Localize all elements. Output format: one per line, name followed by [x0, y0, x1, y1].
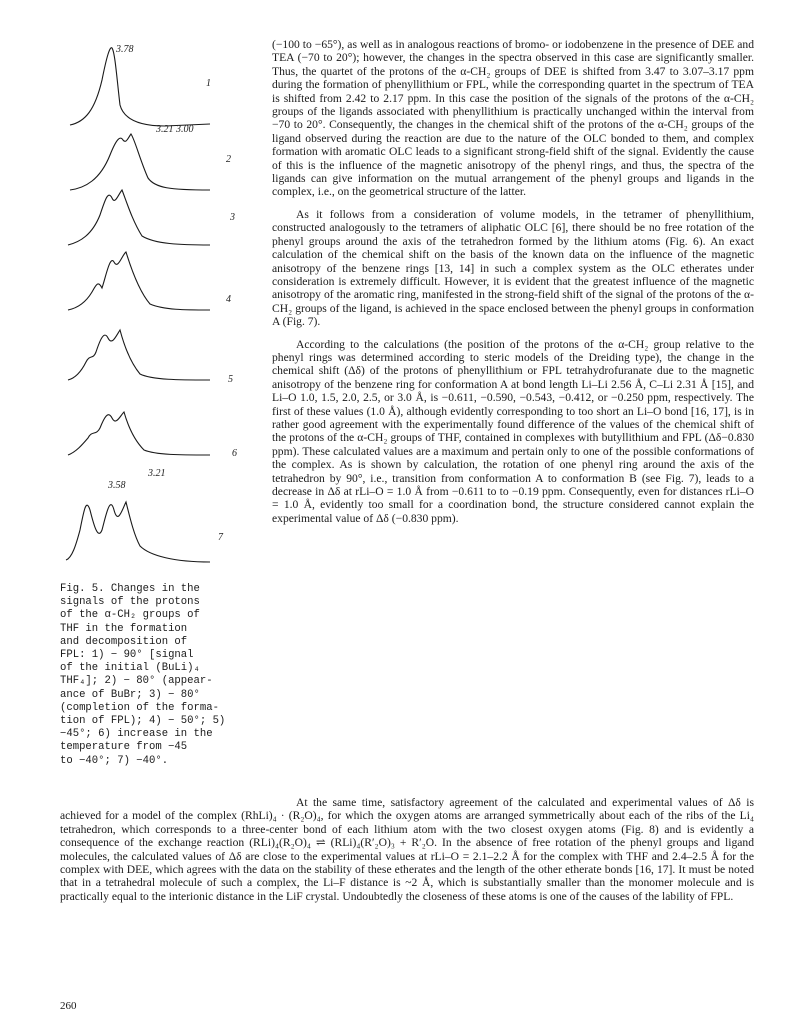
caption-line: −45°; 6) increase in the	[60, 728, 213, 741]
caption-line: (completion of the forma-	[60, 701, 219, 714]
figure-caption	[60, 583, 260, 768]
nmr-trace-3	[68, 190, 210, 245]
nmr-trace-6	[68, 412, 210, 455]
nmr-trace-5	[68, 330, 210, 380]
peak-label: 3.78	[116, 44, 134, 55]
peak-label: 3.00	[176, 124, 194, 135]
caption-line: temperature from −45	[60, 741, 188, 754]
page-number: 260	[60, 1000, 77, 1012]
peak-label: 3.21	[148, 468, 166, 479]
peak-label: 3.58	[108, 480, 126, 491]
caption-line: to −40°; 7) −40°.	[60, 754, 169, 767]
nmr-trace-4	[68, 252, 210, 310]
curve-number: 3	[230, 212, 235, 223]
caption-line: ance of BuBr; 3) − 80°	[60, 688, 200, 701]
peak-label: 3.21	[156, 124, 174, 135]
caption-line: and decomposition of	[60, 635, 188, 648]
full-width-text	[60, 796, 754, 903]
caption-line: Fig. 5. Changes in the	[60, 583, 200, 595]
nmr-trace-1	[70, 48, 210, 126]
body-paragraph: As it follows from a consideration of volume models, in the tetramer of phenyllithium, constructed analogously to the tetramers of aliphatic OLC [6], there should be no free rotation of the phenyl groups around the axis of the tetrahedron formed by the lithium atoms (Fig. 6). An exact calculation of the chemical shift on the basis of the known data on the influence of the magnetic anisotropy of the benzene rings [13, 14] in such a complex system as the OLC etherates under consideration is extremely difficult. However, it is evident that the greatest influence of the magnetic anisotropy of the aromatic ring, manifested in the strong-field shift of the signal of the protons of the α-CH₂ groups of the ligand, is achieved in the space enclosed between the phenyl groups in conformation A (Fig. 7).	[272, 207, 754, 329]
right-column-text	[272, 38, 754, 525]
nmr-trace-7	[66, 502, 210, 562]
body-paragraph: At the same time, satisfactory agreement of the calculated and experimental values of Δδ is achieved for a model of the complex (RhLi)₄ · (R₂O)₄, for which the oxygen atoms are arranged symmetrically about each of the ribs of the Li₄ tetrahedron, which corresponds to a three-center bond of each lithium atom with the two closest oxygen atoms (Fig. 8) and is evidently a consequence of the exchange reaction (RLi)₄(R₂O)₄ ⇌ (RLi)₄(R′₂O)₃ + R′₂O. In the absence of free rotation of the phenyl groups and ligand molecules, the calculated values of Δδ are close to the experimental values at rLi–O = 2.1–2.2 Å for the complex with THF and 2.4–2.5 Å for the complex with DEE, which agrees with the data on the stability of these etherates and the length of the other etherate bonds [16, 17]. It must be noted that in a tetrahedral molecule of such a complex, the Li–F distance is ~2 Å, which is substantially smaller than the monomer molecule and is practically equal to the interionic distance in the LiF crystal. Undoubtedly the closeness of these atoms is one of the causes of the lability of FPL.	[60, 796, 754, 903]
curve-number: 7	[218, 532, 223, 543]
curve-number: 1	[206, 78, 211, 89]
caption-line: of the α-CH₂ groups of	[60, 609, 200, 622]
nmr-spectra-figure	[60, 40, 260, 600]
body-paragraph: (−100 to −65°), as well as in analogous reactions of bromo- or iodobenzene in the presence of DEE and TEA (−70 to 20°); however, the changes in the spectra observed in this case are significantly smaller. Thus, the quartet of the protons of the α-CH₂ groups of DEE is shifted from 3.47 to 3.07–3.17 ppm during the formation of phenyllithium or FPL, while the corresponding quartet in the spectrum of TEA is shifted from 2.42 to 2.17 ppm. In this case the position of the signals of the protons of the α-CH₂ groups of the ligands associated with phenyllithium is practically unchanged within the interval from −70 to 20°. Consequently, the changes in the chemical shift of the protons of the α-CH₂ groups of the ligand observed during the reaction are due to the nature of the OLC bonded to them, and complex formation with aromatic OLC leads to a significant strong-field shift of the signal. Evidently the cause of this is the influence of the magnetic anisotropy of the phenyl rings, and thus, the spectra of the ligands can give information on the mutual arrangement of the phenyl groups and ligands in the complex, i.e., on the geometrical structure of the latter.	[272, 38, 754, 199]
curve-number: 4	[226, 294, 231, 305]
caption-line: THF in the formation	[60, 622, 188, 635]
caption-line: of the initial (BuLi)₄	[60, 662, 200, 675]
curve-number: 6	[232, 448, 237, 459]
curve-number: 2	[226, 154, 231, 165]
curve-number: 5	[228, 374, 233, 385]
body-paragraph: According to the calculations (the position of the protons of the α-CH₂ group relative to the phenyl rings was determined according to steric models of the Dreiding type), the change in the chemical shift (Δδ) of the protons of phenyllithium or FPL tetrahydrofuranate due to the magnetic anisotropy of the benzene ring for conformation A at bond length Li–Li 2.56 Å, C–Li 2.31 Å [15], and Li–O 1.0, 1.5, 2.0, 2.5, or 3.0 Å, is −0.611, −0.590, −0.543, −0.412, or −0.250 ppm, respectively. The first of these values (1.0 Å), although evidently corresponding to too short an Li–O bond [16, 17], is in rather good agreement with the experimentally found difference of the values of the chemical shift of the protons of the α-CH₂ groups of THF, contained in complexes with butyllithium and FPL (Δδ−0.830 ppm). These calculated values are a maximum and pertain only to one of the possible conformations of the complex. As is shown by calculation, the rotation of one phenyl ring around the axis of the tetrahedron by 90°, i.e., transition from conformation A to conformation B (see Fig. 7), leads to a decrease in Δδ at rLi–O = 1.0 Å from −0.611 to to −0.19 ppm. Consequently, even for distances rLi–O = 1.0 Å, evidently too small for a coordination bond, the structure considered cannot explain the experimental value of Δδ (−0.830 ppm).	[272, 337, 754, 525]
caption-line: THF₄]; 2) − 80° (appear-	[60, 675, 213, 688]
caption-line: tion of FPL); 4) − 50°; 5)	[60, 715, 226, 728]
caption-line: signals of the protons	[60, 596, 200, 609]
caption-line: FPL: 1) − 90° [signal	[60, 649, 194, 662]
nmr-trace-2	[70, 134, 210, 190]
